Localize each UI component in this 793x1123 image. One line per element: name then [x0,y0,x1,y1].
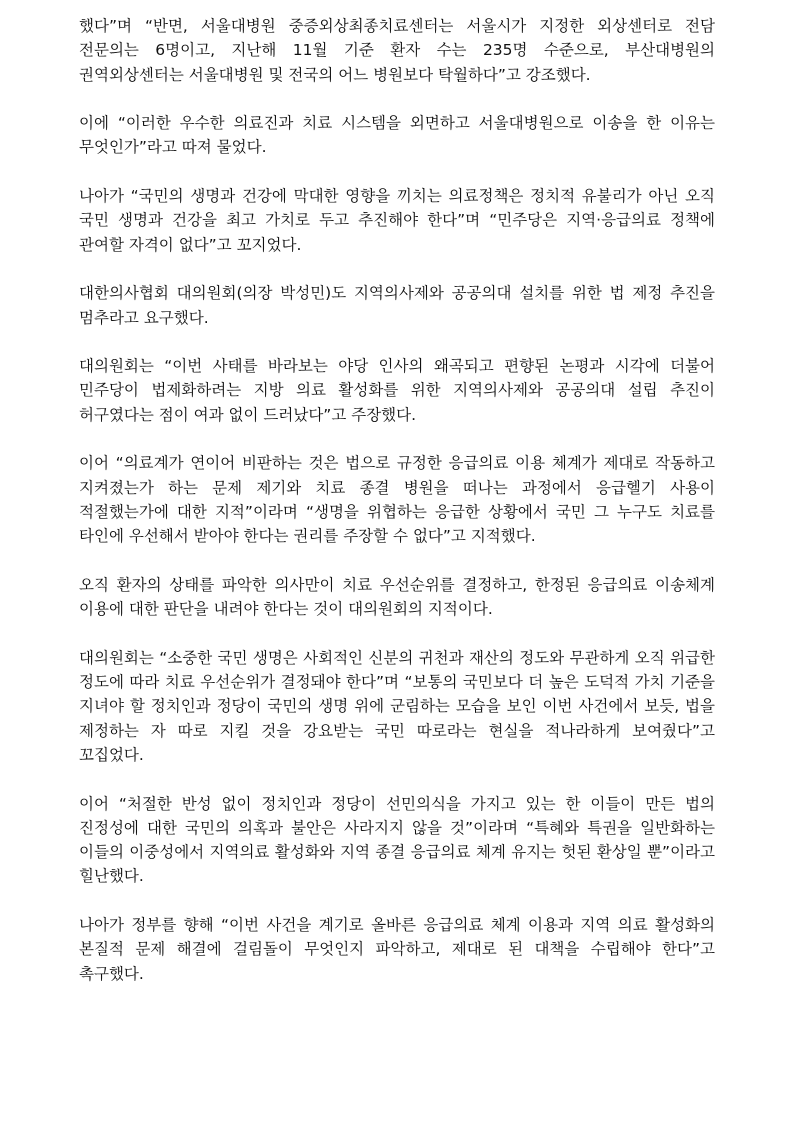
paragraph-5: 대의원회는 “이번 사태를 바라보는 야당 인사의 왜곡되고 편향된 논평과 시각에 더불어 민주당이 법제화하려는 지방 의료 활성화를 위한 지역의사제와 공공의대 설립 추진이 허구였다는 점이 여과 없이 드러났다”고 주장했다. [79,357,715,424]
paragraph-9: 이어 “처절한 반성 없이 정치인과 정당이 선민의식을 가지고 있는 한 이들이 만든 법의 진정성에 대한 국민의 의혹과 불안은 사라지지 않을 것”이라며 “특혜와 특권을 일반화하는 이들의 이중성에서 지역의료 활성화와 지역 종결 응급의료 체계 유지는 헛된 환상일 뿐”이라고 힐난했다. [79,794,715,886]
paragraph-7: 오직 환자의 상태를 파악한 의사만이 치료 우선순위를 결정하고, 한정된 응급의료 이송체계 이용에 대한 판단을 내려야 한다는 것이 대의원회의 지적이다. [79,575,715,619]
paragraph-1: 했다”며 “반면, 서울대병원 중증외상최종치료센터는 서울시가 지정한 외상센터로 전담 전문의는 6명이고, 지난해 11월 기준 환자 수는 235명 수준으로, 부산대병원의 권역외상센터는 서울대병원 및 전국의 어느 병원보다 탁월하다”고 강조했다. [79,17,715,84]
paragraph-10: 나아가 정부를 향해 “이번 사건을 계기로 올바른 응급의료 체계 이용과 지역 의료 활성화의 본질적 문제 해결에 걸림돌이 무엇인지 파악하고, 제대로 된 대책을 수립해야 한다”고 촉구했다. [79,915,715,983]
article-body [79,14,715,1010]
paragraph-2: 이에 “이러한 우수한 의료진과 치료 시스템을 외면하고 서울대병원으로 이송을 한 이유는 무엇인가”라고 따져 물었다. [79,114,715,157]
paragraph-4: 대한의사협회 대의원회(의장 박성민)도 지역의사제와 공공의대 설치를 위한 법 제정 추진을 멈추라고 요구했다. [79,284,715,327]
paragraph-3: 나아가 “국민의 생명과 건강에 막대한 영향을 끼치는 의료정책은 정치적 유불리가 아닌 오직 국민 생명과 건강을 최고 가치로 두고 추진해야 한다”며 “민주당은 지역·응급의료 정책에 관여할 자격이 없다”고 꼬지었다. [79,187,715,254]
paragraph-8: 대의원회는 “소중한 국민 생명은 사회적인 신분의 귀천과 재산의 정도와 무관하게 오직 위급한 정도에 따라 치료 우선순위가 결정돼야 한다”며 “보통의 국민보다 더 높은 도덕적 가치 기준을 지녀야 할 정치인과 정당이 국민의 생명 위에 군림하는 모습을 보인 이번 사건에서 보듯, 법을 제정하는 자 따로 지킬 것을 강요받는 국민 따로라는 현실을 적나라하게 보여줬다”고 꼬집었다. [79,648,715,764]
paragraph-6: 이어 “의료계가 연이어 비판하는 것은 법으로 규정한 응급의료 이용 체계가 제대로 작동하고 지켜졌는가 하는 문제 제기와 치료 종결 병원을 떠나는 과정에서 응급헬기 사용이 적절했는가에 대한 지적”이라며 “생명을 위협하는 응급한 상황에서 국민 그 누구도 치료를 타인에 우선해서 받아야 한다는 권리를 주장할 수 없다”고 지적했다. [79,454,715,546]
